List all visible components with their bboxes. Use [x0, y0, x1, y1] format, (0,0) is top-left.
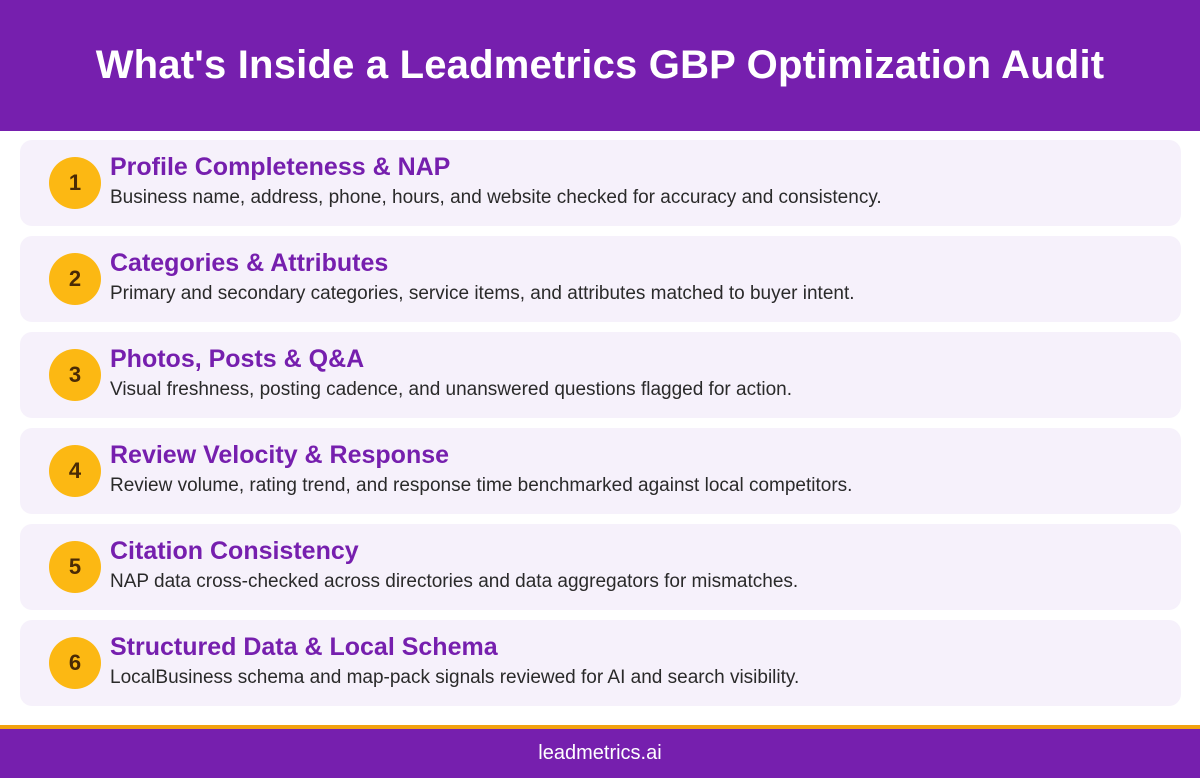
item-title: Review Velocity & Response	[110, 441, 450, 469]
number-badge: 1	[49, 157, 101, 209]
item-description: Review volume, rating trend, and response time benchmarked against local competitors.	[110, 475, 853, 496]
number-badge: 2	[49, 253, 101, 305]
audit-items-list	[20, 140, 1181, 716]
audit-item	[20, 428, 1181, 514]
item-title: Profile Completeness & NAP	[110, 153, 451, 181]
audit-item	[20, 236, 1181, 322]
item-title: Categories & Attributes	[110, 249, 389, 277]
footer-website-text: leadmetrics.ai	[538, 742, 662, 764]
item-description: Visual freshness, posting cadence, and unanswered questions flagged for action.	[110, 379, 792, 400]
audit-item	[20, 524, 1181, 610]
item-description: Primary and secondary categories, service items, and attributes matched to buyer intent.	[110, 283, 855, 304]
item-description: Business name, address, phone, hours, and website checked for accuracy and consistency.	[110, 187, 882, 208]
item-title: Photos, Posts & Q&A	[110, 345, 365, 373]
number-badge: 5	[49, 541, 101, 593]
footer-bar	[0, 729, 1200, 778]
item-description: NAP data cross-checked across directories and data aggregators for mismatches.	[110, 571, 799, 592]
page-title: What's Inside a Leadmetrics GBP Optimization Audit	[95, 43, 1105, 87]
item-title: Structured Data & Local Schema	[110, 633, 498, 661]
audit-item	[20, 332, 1181, 418]
audit-item	[20, 140, 1181, 226]
header-banner	[0, 0, 1200, 131]
number-badge: 6	[49, 637, 101, 689]
audit-item	[20, 620, 1181, 706]
item-title: Citation Consistency	[110, 537, 359, 565]
item-description: LocalBusiness schema and map-pack signals reviewed for AI and search visibility.	[110, 667, 800, 688]
number-badge: 3	[49, 349, 101, 401]
number-badge: 4	[49, 445, 101, 497]
